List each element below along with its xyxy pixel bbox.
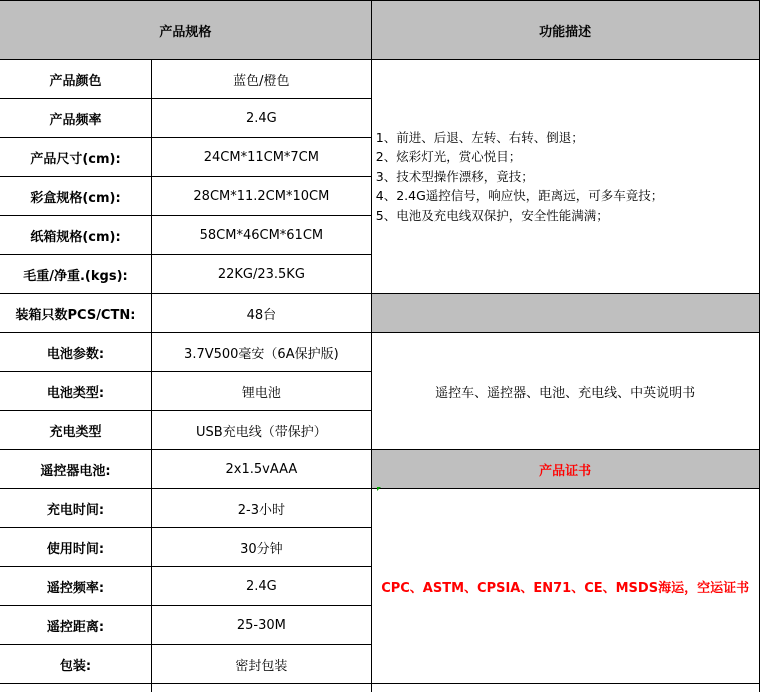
spec-value[interactable]: 2x1.5vAAA	[151, 450, 371, 489]
accessories-cell[interactable]: 遥控车、遥控器、电池、充电线、中英说明书	[371, 333, 759, 450]
spec-label[interactable]: 彩盒规格(cm):	[0, 177, 151, 216]
certificate-header[interactable]: 产品证书	[371, 450, 759, 489]
spec-value[interactable]: 25-30M	[151, 606, 371, 645]
function-line: 3、技术型操作漂移，竟技；	[375, 168, 534, 184]
spec-label[interactable]: 纸箱规格(cm):	[0, 216, 151, 255]
spec-label[interactable]: 充电时间:	[0, 489, 151, 528]
spec-label[interactable]: 电池类型:	[0, 372, 151, 411]
spec-value[interactable]: 24CM*11CM*7CM	[151, 138, 371, 177]
spec-label[interactable]: 产品尺寸(cm):	[0, 138, 151, 177]
table-row	[0, 333, 769, 372]
spec-label[interactable]: 使用时间:	[0, 528, 151, 567]
spec-label[interactable]: 装箱只数PCS/CTN:	[0, 294, 151, 333]
function-description[interactable]	[371, 60, 759, 294]
spec-value[interactable]: 2.4G	[151, 99, 371, 138]
spec-value[interactable]: 22KG/23.5KG	[151, 255, 371, 294]
spec-label[interactable]: 遥控距离:	[0, 606, 151, 645]
function-header[interactable]: 功能描述	[371, 1, 759, 60]
spec-value[interactable]: 2-3小时	[151, 489, 371, 528]
spec-label[interactable]: 电池参数:	[0, 333, 151, 372]
header-row	[0, 1, 769, 60]
spec-value[interactable]: 58CM*46CM*61CM	[151, 216, 371, 255]
spec-header[interactable]: 产品规格	[0, 1, 371, 60]
spec-value[interactable]: 2.4G	[151, 567, 371, 606]
spec-label[interactable]: 毛重/净重.(kgs):	[0, 255, 151, 294]
spec-value[interactable]: 锂电池	[151, 372, 371, 411]
spec-value[interactable]: 28CM*11.2CM*10CM	[151, 177, 371, 216]
table-row	[0, 489, 769, 528]
spec-value[interactable]: 48台	[151, 294, 371, 333]
table-row	[0, 450, 769, 489]
empty-grey-cell[interactable]	[371, 294, 759, 333]
function-line: 2、炫彩灯光，赏心悦目；	[375, 149, 522, 165]
table-row	[0, 60, 769, 99]
spec-label[interactable]: 包装:	[0, 645, 151, 684]
function-line: 1、前进、后退、左转、右转、倒退；	[375, 129, 584, 145]
spec-label[interactable]: 产品颜色	[0, 60, 151, 99]
function-line: 4、2.4G遥控信号，响应快，距离远，可多车竟技；	[375, 188, 664, 204]
spec-label[interactable]: 充电类型	[0, 411, 151, 450]
spec-label[interactable]: 遥控频率:	[0, 567, 151, 606]
certificate-list[interactable]: CPC、ASTM、CPSIA、EN71、CE、MSDS海运，空运证书	[371, 489, 759, 684]
table-row	[0, 294, 769, 333]
spec-value[interactable]: 密封包装	[151, 645, 371, 684]
cell-note-marker	[377, 487, 381, 491]
spec-label[interactable]: 产品频率	[0, 99, 151, 138]
spec-label[interactable]: 遥控器电池:	[0, 450, 151, 489]
spec-value[interactable]: 3.7V500毫安（6A保护版)	[151, 333, 371, 372]
spec-value[interactable]: 30分钟	[151, 528, 371, 567]
spec-value[interactable]: 蓝色/橙色	[151, 60, 371, 99]
function-line: 5、电池及充电线双保护，安全性能满满；	[375, 207, 609, 223]
spec-value[interactable]: USB充电线（带保护）	[151, 411, 371, 450]
